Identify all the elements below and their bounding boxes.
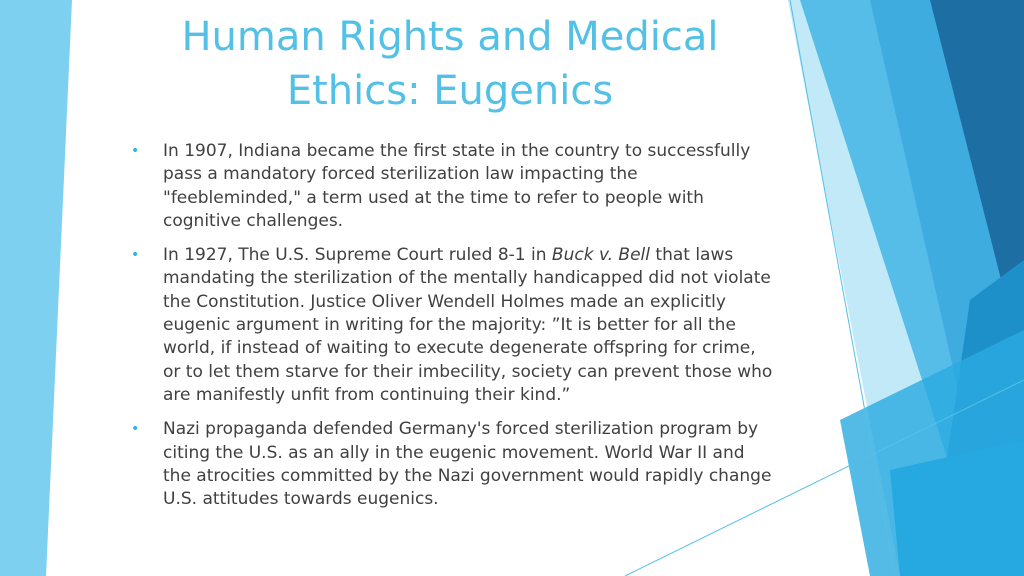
slide-title-line-1: Human Rights and Medical — [181, 14, 719, 60]
bullet-marker: • — [131, 421, 140, 438]
slide-title-line-2: Ethics: Eugenics — [286, 68, 614, 114]
bullet-item-indiana-1907 — [127, 140, 777, 233]
bullet-marker: • — [131, 247, 140, 264]
bullet-item-buck-v-bell — [127, 244, 777, 407]
bullet-text-before: In 1927, The U.S. Supreme Court ruled 8-1 in — [163, 245, 552, 266]
bullet-text: Nazi propaganda defended Germany's forced sterilization program by citing the U.S. as an ally in the eugenic movement. World War II and the atrocities committed by the Nazi government would rapidly change U.S. attitudes towards eugenics. — [163, 419, 772, 510]
bullet-marker: • — [131, 143, 140, 159]
bullet-item-nazi-propaganda — [127, 418, 777, 511]
bullet-text-after: that laws mandating the sterilization of the mentally handicapped did not violate the Constitution. Justice Oliver Wendell Holmes made an explicitly eugenic argument in writing for the majority: ”It is better for all the world, if instead of waiting to execute degenerate offspring for crime, or to let them starve for their imbecility, society can prevent those who are manifestly unfit from continuing their kind.” — [163, 245, 773, 405]
case-name-italic: Buck v. Bell — [551, 245, 650, 266]
bullet-list — [127, 140, 777, 522]
bullet-text: In 1907, Indiana became the first state in the country to successfully pass a mandatory forced sterilization law impacting the "feebleminded," a term used at the time to refer to people with cognitive challenges. — [163, 141, 751, 231]
slide-title — [150, 10, 750, 118]
